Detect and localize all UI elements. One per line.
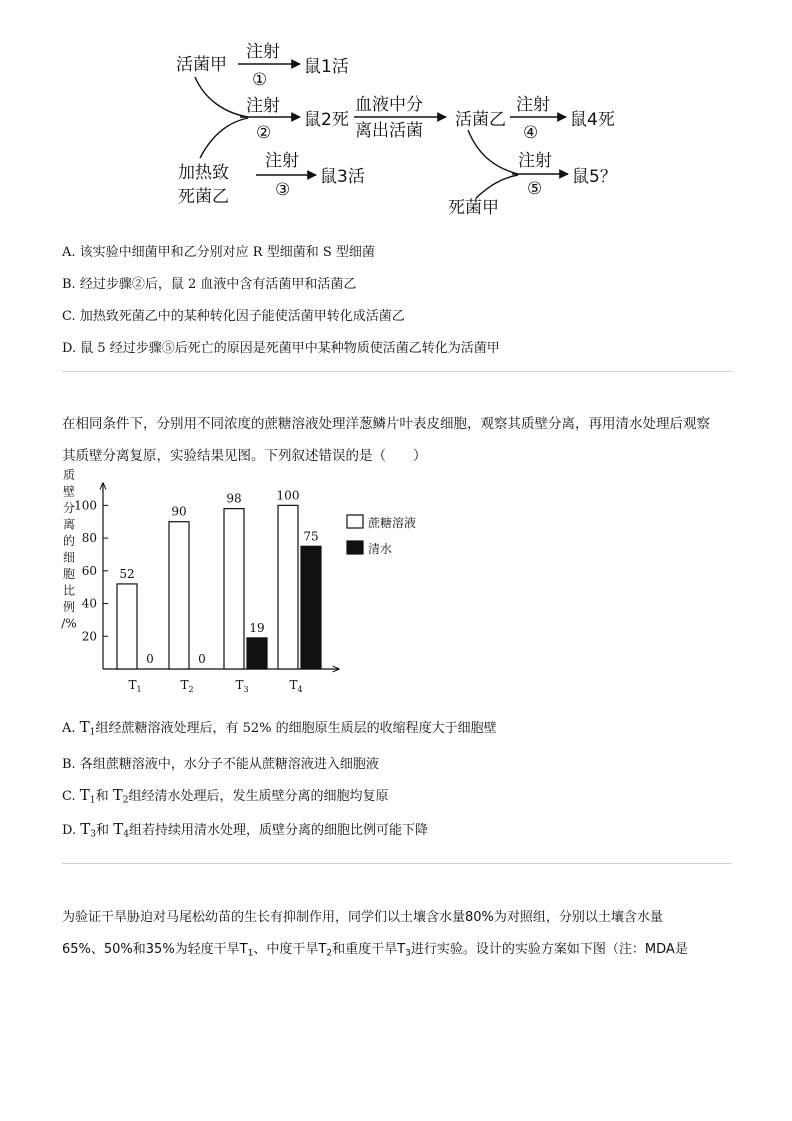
q1-option-a[interactable]: A. 该实验中细菌甲和乙分别对应 R 型细菌和 S 型细菌 [62, 245, 375, 260]
y-tick-label: 40 [81, 596, 97, 611]
q1-option-b[interactable]: B. 经过步骤②后，鼠 2 血液中含有活菌甲和活菌乙 [62, 277, 357, 292]
q2-d-t2: T [113, 820, 124, 838]
bar-data-label: 0 [146, 652, 154, 666]
y-axis-label-char: 例 [62, 600, 76, 614]
q2-d-t1: T [80, 820, 91, 838]
legend-label: 清水 [368, 542, 393, 556]
mouse-3-label: 鼠3活 [320, 167, 365, 187]
bar-sucrose [169, 522, 189, 669]
q2-stem-line1: 在相同条件下，分别用不同浓度的蔗糖溶液处理洋葱鳞片叶表皮细胞，观察其质壁分离，再用清水处理后观察 [62, 416, 710, 432]
step-4-label: ④ [523, 123, 539, 143]
q3-sub-1: 1 [247, 948, 254, 959]
mouse-4-label: 鼠4死 [570, 110, 615, 130]
inject-label-5: 注射 [518, 151, 552, 171]
merge-curve-right-bottom [476, 175, 518, 198]
y-tick-label: 100 [74, 498, 97, 513]
q2-d-prefix: D. [62, 823, 81, 838]
legend-swatch [347, 515, 363, 528]
y-axis-label-char: /% [61, 616, 77, 631]
y-axis-label-char: 质 [62, 468, 76, 482]
q2-c-sub2: 2 [122, 795, 129, 806]
q3-stem-line1: 为验证干旱胁迫对马尾松幼苗的生长有抑制作用，同学们以土壤含水量80%为对照组，分别以土壤含水量 [62, 910, 663, 925]
x-tick-sub: 2 [188, 685, 194, 694]
inject-label-3: 注射 [265, 151, 299, 171]
y-tick-label: 20 [81, 629, 97, 644]
step-3-label: ③ [275, 180, 291, 200]
step-1-label: ① [252, 70, 268, 90]
q2-a-sub: 1 [89, 727, 96, 738]
bar-data-label: 90 [171, 504, 187, 519]
x-tick-label [289, 678, 302, 694]
step-2-label: ② [256, 123, 272, 143]
blood-separation-line2: 离出活菌 [355, 121, 423, 141]
bar-sucrose [278, 505, 298, 669]
bar-water [301, 546, 321, 669]
inject-label-1: 注射 [246, 42, 280, 62]
divider-2 [62, 863, 732, 864]
x-tick-base: T [128, 678, 137, 692]
q2-option-b[interactable]: B. 各组蔗糖溶液中，水分子不能从蔗糖溶液进入细胞液 [62, 757, 379, 772]
y-tick-label: 80 [81, 531, 97, 546]
legend-label: 蔗糖溶液 [368, 516, 417, 530]
y-axis-label-char: 细 [62, 550, 76, 565]
q2-c-t2: T [112, 786, 123, 804]
bar-data-label: 52 [119, 566, 135, 581]
inject-label-2: 注射 [246, 96, 280, 116]
merge-curve-top [195, 77, 248, 117]
y-axis-label-char: 离 [62, 517, 76, 532]
live-bacteria-b-label: 活菌乙 [455, 110, 506, 130]
x-tick-sub: 4 [297, 685, 303, 694]
y-axis-label-char: 分 [62, 501, 76, 515]
bar-data-label: 75 [303, 529, 319, 544]
q2-option-a[interactable] [62, 717, 497, 737]
q2-c-prefix: C. [62, 789, 80, 804]
q2-a-text: 组经蔗糖溶液处理后，有 52% 的细胞原生质层的收缩程度大于细胞壁 [95, 721, 497, 736]
x-tick-base: T [235, 678, 244, 692]
plasmolysis-bar-chart [55, 465, 455, 705]
bar-data-label: 0 [198, 652, 206, 666]
x-tick-sub: 1 [136, 685, 142, 694]
y-axis-label-char: 比 [62, 583, 76, 598]
transformation-diagram [0, 0, 792, 230]
q2-c-sub1: 1 [89, 795, 96, 806]
q2-c-text: 组经清水处理后，发生质壁分离的细胞均复原 [128, 789, 389, 804]
y-axis-label-char: 胞 [62, 567, 76, 581]
y-axis-label-char: 壁 [62, 484, 76, 499]
y-axis-label-char: 的 [62, 534, 76, 548]
q2-a-t: T [79, 718, 90, 736]
blood-separation-line1: 血液中分 [355, 95, 423, 115]
x-tick-base: T [180, 678, 189, 692]
q3-sub-2: 2 [326, 948, 333, 959]
heat-killed-b-line1: 加热致 [178, 163, 229, 183]
legend-swatch [347, 541, 363, 554]
merge-curve-bottom [200, 118, 248, 158]
mouse-2-label: 鼠2死 [304, 110, 349, 130]
x-tick-sub: 3 [243, 685, 249, 694]
merge-curve-right-top [468, 130, 518, 174]
bar-data-label: 19 [249, 620, 265, 635]
mouse-5-label: 鼠5？ [572, 167, 617, 187]
heat-killed-b-line2: 死菌乙 [178, 187, 229, 207]
bar-sucrose [224, 509, 244, 669]
q2-d-sub1: 3 [90, 829, 97, 840]
q2-d-mid: 和 [96, 823, 114, 838]
mouse-1-label: 鼠1活 [304, 57, 349, 77]
step-5-label: ⑤ [527, 179, 543, 199]
q2-d-sub2: 4 [123, 829, 129, 840]
q3-line2-a: 65%、50%和35%为轻度干旱T [62, 942, 248, 957]
y-tick-label: 60 [81, 563, 97, 578]
q2-c-t1: T [79, 786, 90, 804]
q3-line2-b: 、中度干旱T [253, 942, 327, 957]
bar-water [247, 638, 267, 669]
q3-stem-line2 [62, 938, 688, 958]
q3-line2-d: 进行实验。设计的实验方案如下图（注：MDA是 [410, 942, 688, 957]
q2-option-d[interactable] [62, 819, 428, 839]
q1-option-c[interactable]: C. 加热致死菌乙中的某种转化因子能使活菌甲转化成活菌乙 [62, 309, 405, 324]
bar-data-label: 100 [276, 488, 300, 503]
inject-label-4: 注射 [516, 95, 550, 115]
x-tick-label [180, 678, 193, 694]
x-tick-label [128, 678, 141, 694]
dead-bacteria-a-label: 死菌甲 [448, 198, 499, 218]
q2-a-prefix: A. [62, 721, 80, 736]
x-tick-label [235, 678, 248, 694]
bar-data-label: 98 [226, 491, 242, 506]
x-tick-base: T [289, 678, 298, 692]
divider-1 [62, 371, 732, 372]
bar-sucrose [117, 584, 137, 669]
q2-option-c[interactable] [62, 785, 389, 805]
q3-line2-c: 和重度干旱T [332, 942, 406, 957]
q1-option-d[interactable]: D. 鼠 5 经过步骤⑤后死亡的原因是死菌甲中某种物质使活菌乙转化为活菌甲 [62, 341, 500, 356]
q2-c-mid: 和 [95, 789, 113, 804]
q2-d-text: 组若持续用清水处理，质壁分离的细胞比例可能下降 [129, 823, 429, 838]
q3-sub-3: 3 [405, 948, 411, 959]
live-bacteria-a-label: 活菌甲 [176, 55, 227, 75]
q2-stem-line2: 其质壁分离复原，实验结果见图。下列叙述错误的是（ ） [62, 448, 427, 464]
